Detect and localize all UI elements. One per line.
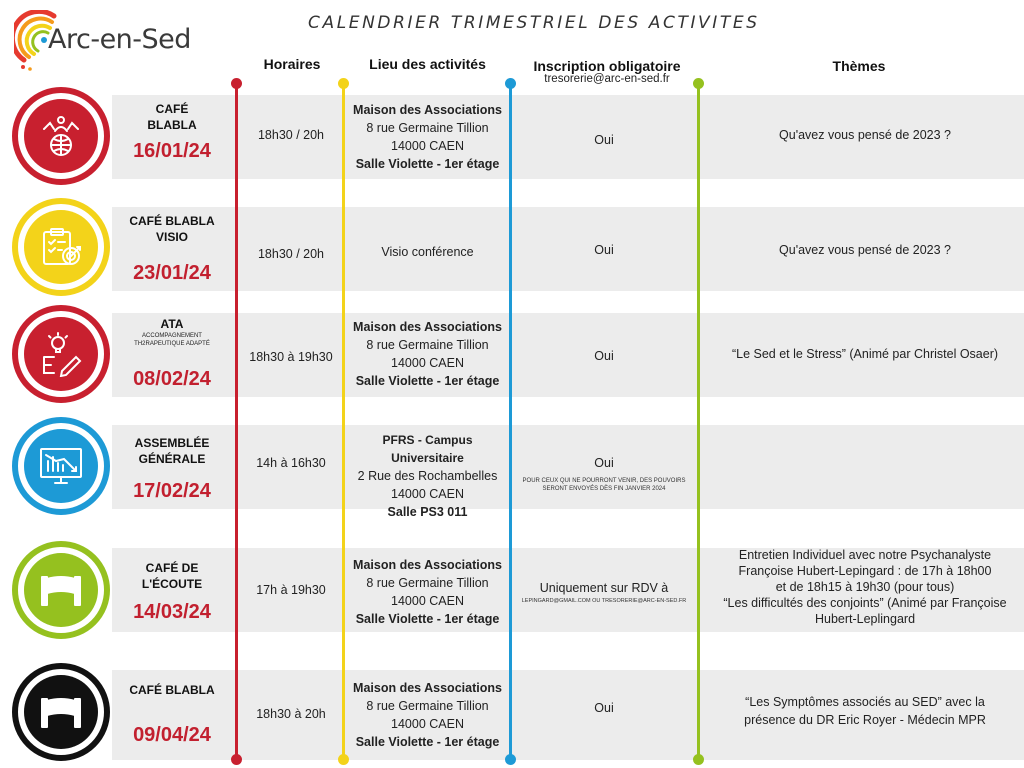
header-inscription-email: tresorerie@arc-en-sed.fr [544,73,670,85]
event-icon-circle [12,305,110,403]
event-3-inscription: Oui [594,349,614,363]
banner-icon [38,689,84,735]
idea-pencil-icon [38,331,84,377]
page-title: CALENDRIER TRIMESTRIEL DES ACTIVITES [308,13,760,33]
divider-dot [338,78,349,89]
event-1-hours: 18h30 / 20h [257,128,325,142]
event-icon-circle [12,87,110,185]
event-icon-circle [12,541,110,639]
event-1-inscription: Oui [594,133,614,147]
event-2-theme: Qu'avez vous pensé de 2023 ? [779,243,951,257]
event-3-name: ATA ACCOMPAGNEMENT TH2RAPEUTIQUE ADAPTÉ [134,317,210,347]
divider-dot [231,754,242,765]
event-icon-circle [12,198,110,296]
divider-dot [693,78,704,89]
event-2-name: CAFÉ BLABLA VISIO [129,214,215,244]
event-1-name: CAFÉ BLABLA [147,102,197,132]
event-3-theme: “Le Sed et le Stress” (Animé par Christel Osaer) [731,347,999,361]
event-6-inscription: Oui [594,701,614,715]
event-6-hours: 18h30 à 20h [256,707,326,721]
event-4-inscription: Oui POUR CEUX QUI NE POURRONT VENIR, DES POUVOIRS SERONT ENVOYÉS DÈS FIN JANVIER 2024 [522,456,686,492]
event-2-hours: 18h30 / 20h [257,247,325,261]
event-5-theme: Entretien Individuel avec notre Psychanalyste Françoise Hubert-Lepingard : de 17h à 18h00 et de 18h15 à 19h30 (pour tous) “Les difficultés des conjoints” (Animé par Françoise Hubert-Leplingard [723,548,1007,626]
header-themes: Thèmes [832,58,886,74]
event-2-inscription: Oui [594,243,614,257]
divider-dot [338,754,349,765]
event-5-date: 14/03/24 [133,601,211,623]
header-place: Lieu des activités [369,56,486,72]
header-hours: Horaires [263,56,321,72]
divider-dot [231,78,242,89]
divider-yellow [342,84,345,760]
event-4-hours: 14h à 16h30 [256,456,326,470]
event-3-hours: 18h30 à 19h30 [249,350,333,364]
event-4-place: PFRS - Campus Universitaire 2 Rue des Rochambelles 14000 CAEN Salle PS3 011 [357,433,498,519]
event-3-place: Maison des Associations 8 rue Germaine Tillion 14000 CAEN Salle Violette - 1er étage [353,320,502,388]
logo-text: Arc-en-Sed [48,24,191,55]
event-icon-circle [12,663,110,761]
clipboard-target-icon [38,224,84,270]
header-inscription: Inscription obligatoire [533,58,681,74]
event-3-date: 08/02/24 [133,368,211,390]
divider-green [697,84,700,760]
divider-dot [505,78,516,89]
divider-dot [505,754,516,765]
event-1-theme: Qu'avez vous pensé de 2023 ? [779,128,951,142]
event-4-name: ASSEMBLÉE GÉNÉRALE [134,436,210,466]
event-icon-circle [12,417,110,515]
event-6-name: CAFÉ BLABLA [129,683,215,697]
event-1-place: Maison des Associations 8 rue Germaine Tillion 14000 CAEN Salle Violette - 1er étage [353,103,502,171]
divider-dot [693,754,704,765]
event-5-inscription: Uniquement sur RDV à LEPINGARD@GMAIL.COM OU TRESORERIE@ARC-EN-SED.FR [521,581,687,604]
divider-blue [509,84,512,760]
event-1-date: 16/01/24 [133,140,211,162]
event-6-theme: “Les Symptômes associés au SED” avec la présence du DR Eric Royer - Médecin MPR [744,695,986,727]
logo [14,10,204,72]
event-2-date: 23/01/24 [133,262,211,284]
people-globe-icon [38,113,84,159]
divider-red [235,84,238,760]
event-5-hours: 17h à 19h30 [256,583,326,597]
event-6-place: Maison des Associations 8 rue Germaine Tillion 14000 CAEN Salle Violette - 1er étage [353,681,502,749]
event-4-date: 17/02/24 [133,480,211,502]
event-5-name: CAFÉ DE L'ÉCOUTE [141,561,203,591]
event-5-place: Maison des Associations 8 rue Germaine Tillion 14000 CAEN Salle Violette - 1er étage [353,558,502,626]
event-2-place: Visio conférence [381,245,474,259]
banner-icon [38,567,84,613]
chart-screen-icon [38,443,84,489]
event-6-date: 09/04/24 [133,724,211,746]
